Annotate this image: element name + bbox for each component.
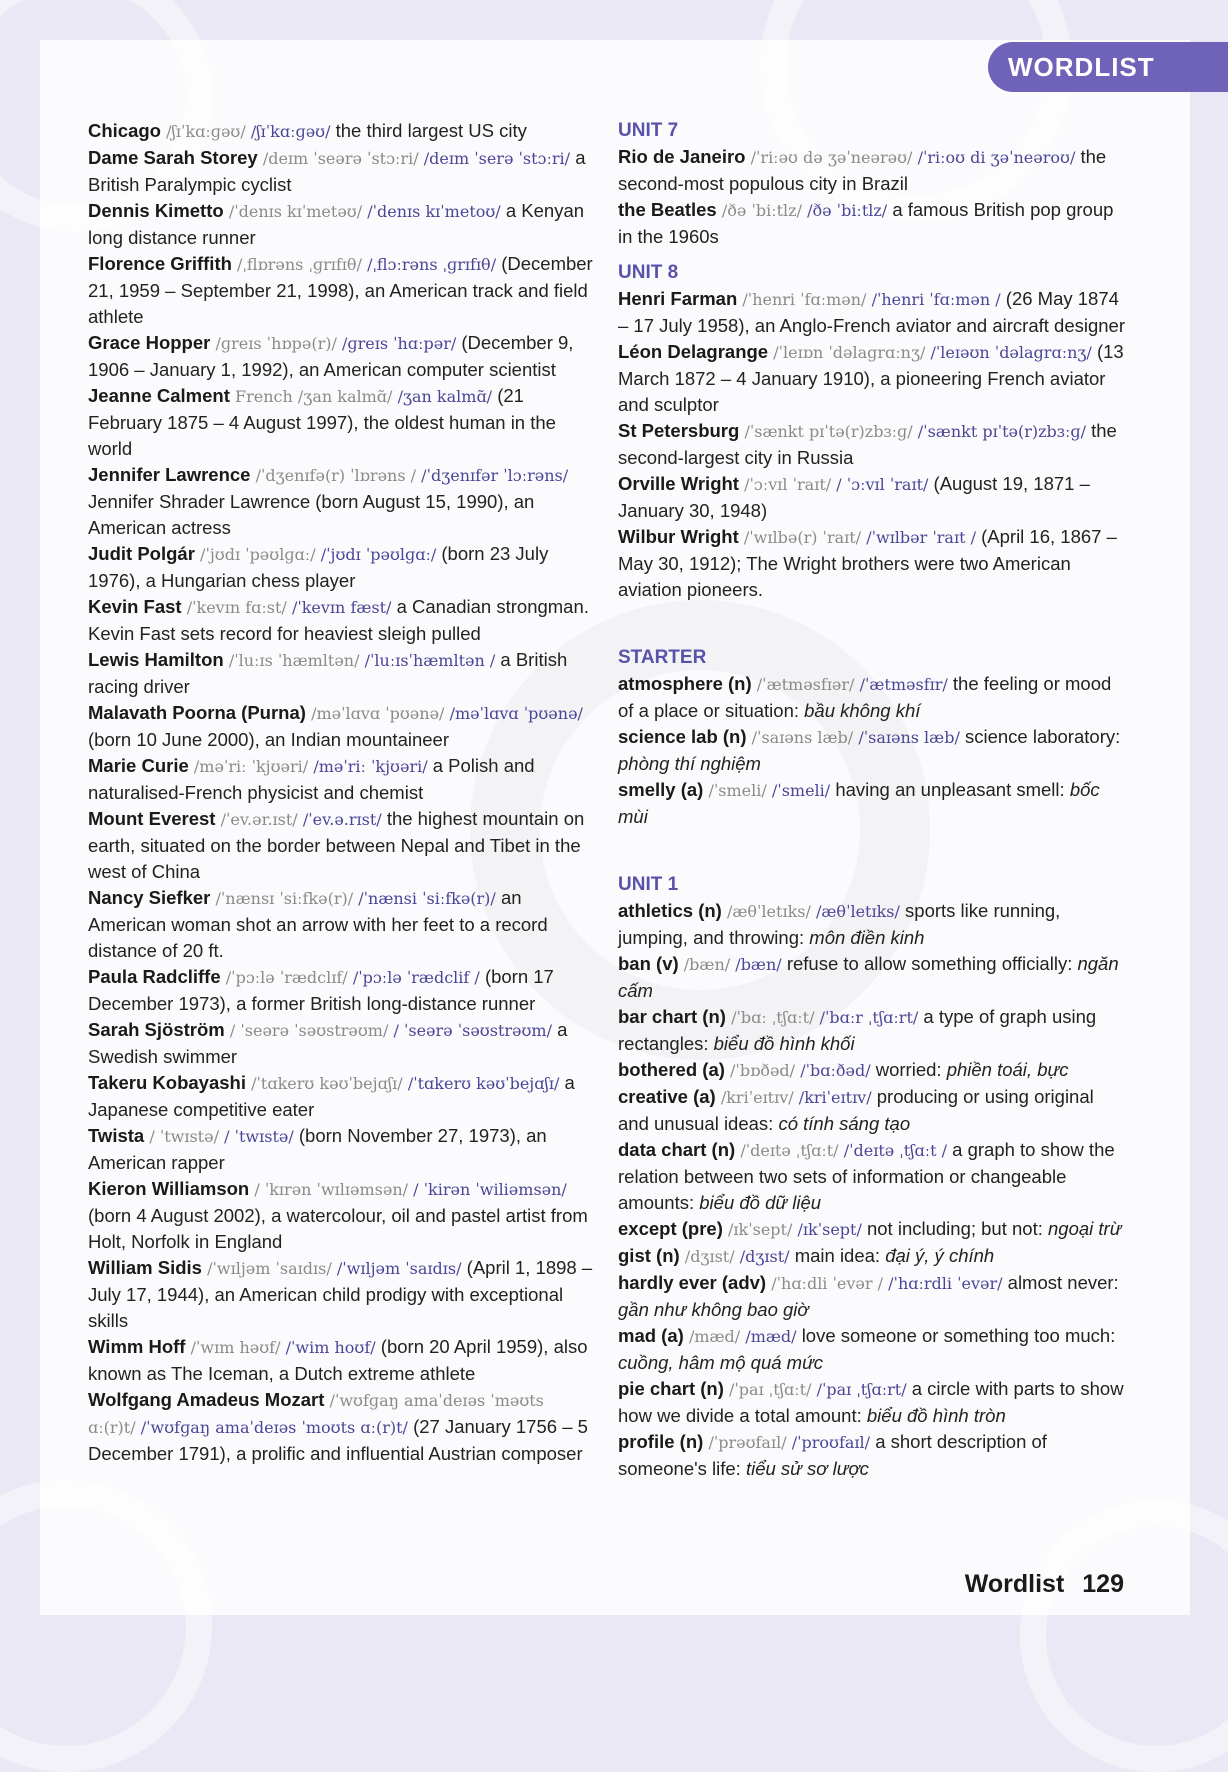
wordlist-entry [618, 1057, 1128, 1084]
entry-word: creative (a) [618, 1086, 716, 1107]
wordlist-entry [88, 330, 593, 383]
entry-word: Kieron Williamson [88, 1178, 250, 1199]
entry-word: Dame Sarah Storey [88, 147, 258, 168]
entry-pron-uk: /ˈdʒenɪfə(r) ˈlɒrəns / [255, 466, 417, 485]
entry-word: Orville Wright [618, 473, 739, 494]
entry-definition: a type of graph using rectangles: [618, 1006, 1097, 1054]
entry-word: bar chart (n) [618, 1006, 726, 1027]
entry-pron-us: /ɡreɪs ˈhɑːpər/ [341, 334, 457, 353]
entry-translation: có tính sáng tạo [778, 1113, 911, 1134]
entry-pron-us: /ˈdenɪs kɪˈmetoʊ/ [367, 202, 501, 221]
entry-pron-us: /ˈpɔːlə ˈrædclif / [352, 968, 480, 987]
entry-pron-us: /ˌflɔːrəns ˌɡrɪfɪθ/ [367, 255, 497, 274]
entry-pron-uk: /ˈwʊfɡaŋ amaˈdeɪəs ˈməʊts ɑː(r)t/ [88, 1391, 544, 1437]
left-column [88, 118, 593, 1467]
entry-definition: a British Paralympic cyclist [88, 147, 586, 195]
entry-pron-uk: /ˈsænkt pɪˈtə(r)zbɜːɡ/ [744, 422, 913, 441]
entry-definition: (27 January 1756 – 5 December 1791), a prolific and influential Austrian composer [88, 1416, 588, 1464]
entry-pron-uk: /ˈwɪm həʊf/ [190, 1338, 281, 1357]
entry-pron-us: /ˈhɑːrdli ˈevər/ [888, 1274, 1003, 1293]
entry-word: Grace Hopper [88, 332, 211, 353]
entry-pron-us: /ˈsmeli/ [771, 781, 831, 800]
entry-word: hardly ever (adv) [618, 1272, 767, 1293]
entry-pron-uk: /ˈleɪɒn ˈdəlagrɑːnʒ/ [773, 343, 926, 362]
entry-definition: a British racing driver [88, 649, 568, 697]
entry-pron-uk: / ˈkɪrən ˈwɪlɪəmsən/ [254, 1180, 409, 1199]
entry-pron-uk: /ˈsaɪəns læb/ [751, 728, 854, 747]
entry-word: Jeanne Calment [88, 385, 230, 406]
entry-word: profile (n) [618, 1431, 704, 1452]
entry-pron-uk: / ˈtwɪstə/ [149, 1127, 219, 1146]
wordlist-entry [88, 1387, 593, 1467]
entry-pron-us: /dʒɪst/ [739, 1247, 790, 1266]
entry-pron-uk: /ˈwɪlbə(r) ˈraɪt/ [743, 528, 862, 547]
entry-definition: a short description of someone's life: [618, 1431, 1047, 1479]
entry-word: Lewis Hamilton [88, 649, 224, 670]
wordlist-entry [88, 647, 593, 700]
entry-pron-uk: /kriˈeɪtɪv/ [720, 1088, 794, 1107]
entry-pron-uk: French /ʒan kalmɑ̃/ [235, 387, 393, 406]
page-number: 129 [1082, 1570, 1124, 1598]
wordlist-entry [618, 1243, 1128, 1270]
entry-definition: a circle with parts to show how we divide a total amount: [618, 1378, 1124, 1426]
entry-word: Sarah Sjöström [88, 1019, 225, 1040]
entry-definition: (born 17 December 1973), a former British long-distance runner [88, 966, 554, 1014]
wordlist-entry [618, 1323, 1128, 1376]
entry-word: Henri Farman [618, 288, 738, 309]
section-spacer [618, 830, 1128, 872]
entry-word: Paula Radcliffe [88, 966, 221, 987]
entry-pron-us: / ˈɔːvɪl ˈraɪt/ [836, 475, 929, 494]
entry-pron-us: /ˈbɑːr ˌtʃɑːrt/ [819, 1008, 919, 1027]
entry-definition: the feeling or mood of a place or situation: [618, 673, 1112, 721]
right-column [618, 118, 1128, 1482]
entry-definition: (born 23 July 1976), a Hungarian chess player [88, 543, 549, 591]
entry-definition: main idea: [794, 1245, 881, 1266]
wordlist-entry [618, 418, 1128, 471]
entry-definition: (August 19, 1871 – January 30, 1948) [618, 473, 1090, 521]
entry-pron-uk: /ˈev.ər.ɪst/ [220, 810, 298, 829]
wordlist-entry [88, 806, 593, 885]
entry-pron-uk: /ˈriːəʊ də ʒəˈneərəʊ/ [750, 148, 913, 167]
entry-definition: the third largest US city [335, 120, 527, 141]
entry-word: gist (n) [618, 1245, 680, 1266]
entry-word: except (pre) [618, 1218, 723, 1239]
wordlist-entry [618, 286, 1128, 339]
entry-definition: (born 20 April 1959), also known as The Iceman, a Dutch extreme athlete [88, 1336, 588, 1384]
entry-word: Kevin Fast [88, 596, 182, 617]
entry-pron-us: /mæd/ [745, 1327, 797, 1346]
wordlist-entry [88, 964, 593, 1017]
entry-pron-uk: /ˌflɒrəns ˌɡrɪfɪθ/ [237, 255, 362, 274]
entry-word: Malavath Poorna (Purna) [88, 702, 306, 723]
entry-pron-us: /bæn/ [735, 955, 782, 974]
entry-word: William Sidis [88, 1257, 202, 1278]
wordlist-entry [88, 1017, 593, 1070]
entry-pron-us: /ʒan kalmɑ̃/ [397, 387, 493, 406]
entry-definition: (April 1, 1898 – July 17, 1944), an American child prodigy with exceptional skills [88, 1257, 593, 1331]
entry-definition: (13 March 1872 – 4 January 1910), a pioneering French aviator and sculptor [618, 341, 1124, 415]
entry-definition: refuse to allow something officially: [786, 953, 1073, 974]
wordlist-entry [618, 951, 1128, 1004]
entry-definition: the second-most populous city in Brazil [618, 146, 1107, 194]
entry-definition: (born 4 August 2002), a watercolour, oil and pastel artist from Holt, Norfolk in England [88, 1205, 588, 1252]
entry-pron-uk: /ˈhenri ˈfɑːmən/ [742, 290, 867, 309]
entry-pron-uk: /məˈriː ˈkjʊəri/ [193, 757, 309, 776]
entry-pron-us: /ˈwʊfɡaŋ amaˈdeɪəs ˈmoʊts ɑː(r)t/ [140, 1418, 408, 1437]
entry-word: Chicago [88, 120, 161, 141]
entry-pron-us: /ˈhenri ˈfɑːmən / [871, 290, 1001, 309]
wordlist-entry [618, 724, 1128, 777]
entry-pron-us: /ˈdeɪtə ˌtʃɑːt / [843, 1141, 948, 1160]
entry-pron-us: /ˈsænkt pɪˈtə(r)zbɜːɡ/ [917, 422, 1086, 441]
wordlist-entry [88, 251, 593, 330]
entry-translation: đại ý, ý chính [885, 1245, 995, 1266]
entry-pron-uk: /ðə ˈbiːtlz/ [721, 201, 802, 220]
entry-definition: Jennifer Shrader Lawrence (born August 15, 1990), an American actress [88, 491, 535, 538]
entry-definition: having an unpleasant smell: [835, 779, 1065, 800]
entry-translation: phiền toái, bực [946, 1059, 1069, 1080]
wordlist-entry [88, 118, 593, 145]
entry-pron-uk: /ɡreɪs ˈhɒpə(r)/ [215, 334, 337, 353]
entry-pron-uk: /ˈdeɪtə ˌtʃɑːt/ [740, 1141, 839, 1160]
entry-pron-us: /ˈpaɪ ˌtʃɑːrt/ [816, 1380, 907, 1399]
entry-definition: almost never: [1007, 1272, 1119, 1293]
entry-definition: a Polish and naturalised-French physicist and chemist [88, 755, 535, 803]
entry-pron-uk: /ˈwɪljəm ˈsaɪdɪs/ [207, 1259, 332, 1278]
entry-pron-us: /ˈkevɪn fæst/ [291, 598, 392, 617]
entry-definition: a Kenyan long distance runner [88, 200, 585, 248]
wordlist-entry [618, 1004, 1128, 1057]
entry-word: St Petersburg [618, 420, 740, 441]
wordlist-entry [88, 594, 593, 647]
entry-pron-us: /ˈwɪlbər ˈraɪt / [866, 528, 976, 547]
wordlist-entry [618, 524, 1128, 603]
section-spacer [618, 250, 1128, 260]
entry-word: science lab (n) [618, 726, 747, 747]
wordlist-entry [618, 471, 1128, 524]
entry-pron-us: /ˈnænsi ˈsiːfkə(r)/ [358, 889, 496, 908]
entry-pron-us: /ˈleɪəʊn ˈdəlagrɑːnʒ/ [930, 343, 1092, 362]
entry-definition: a Swedish swimmer [88, 1019, 568, 1067]
wordlist-entry [88, 700, 593, 753]
entry-pron-us: /məˈriː ˈkjʊəri/ [313, 757, 428, 776]
entry-pron-us: /ˈwɪljəm ˈsaɪdɪs/ [336, 1259, 462, 1278]
entry-pron-uk: /ˈdenɪs kɪˈmetəʊ/ [228, 202, 363, 221]
entry-word: smelly (a) [618, 779, 704, 800]
entry-word: bothered (a) [618, 1059, 725, 1080]
entry-definition: love someone or something too much: [801, 1325, 1116, 1346]
entry-pron-uk: /ˈætməsfɪər/ [756, 675, 855, 694]
unit-heading: UNIT 8 [618, 262, 679, 283]
unit-heading: UNIT 1 [618, 874, 679, 895]
entry-definition: a famous British pop group in the 1960s [618, 199, 1114, 247]
wordlist-entry [88, 383, 593, 462]
entry-word: pie chart (n) [618, 1378, 724, 1399]
page-footer [965, 1570, 1124, 1599]
wordlist-entry [88, 1334, 593, 1387]
wordlist-entry [618, 1270, 1128, 1323]
entry-word: Takeru Kobayashi [88, 1072, 246, 1093]
entry-word: Rio de Janeiro [618, 146, 746, 167]
entry-translation: ngoại trừ [1048, 1218, 1122, 1239]
wordlist-entry [618, 1216, 1128, 1243]
entry-pron-us: /ʃɪˈkɑːɡəʊ/ [250, 122, 331, 141]
wordlist-entry [618, 898, 1128, 951]
entry-word: mad (a) [618, 1325, 684, 1346]
entry-definition: (December 21, 1959 – September 21, 1998), an American track and field athlete [88, 253, 593, 327]
entry-pron-us: /ˈev.ə.rɪst/ [302, 810, 382, 829]
entry-pron-uk: /ˈpaɪ ˌtʃɑːt/ [729, 1380, 812, 1399]
entry-pron-us: /məˈlɑvɑ ˈpʊənə/ [449, 704, 583, 723]
entry-pron-us: /ɪkˈsept/ [797, 1220, 862, 1239]
entry-translation: biểu đồ hình khối [713, 1033, 855, 1054]
entry-translation: tiểu sử sơ lược [745, 1458, 869, 1479]
entry-pron-us: /ˈætməsfɪr/ [859, 675, 948, 694]
entry-definition: a graph to show the relation between two sets of information or changeable amounts: [618, 1139, 1115, 1213]
entry-pron-uk: / ˈseərə ˈsəʊstrəʊm/ [229, 1021, 389, 1040]
entry-pron-us: /ˈwim hoʊf/ [285, 1338, 376, 1357]
entry-pron-uk: /ˈjʊdɪ ˈpəʊlɡɑː/ [200, 545, 316, 564]
wordlist-entry [618, 1376, 1128, 1429]
entry-pron-uk: /deɪm ˈseərə ˈstɔːri/ [262, 149, 419, 168]
entry-pron-us: /ˈluːɪsˈhæmltən / [364, 651, 496, 670]
wordlist-tab: WORDLIST [988, 42, 1228, 92]
entry-word: athletics (n) [618, 900, 722, 921]
entry-pron-uk: /ˈhɑːdli ˈevər / [771, 1274, 884, 1293]
entry-pron-us: /æθˈletɪks/ [816, 902, 900, 921]
entry-pron-uk: /dʒɪst/ [684, 1247, 735, 1266]
entry-pron-uk: /bæn/ [683, 955, 731, 974]
entry-pron-uk: /ˈprəʊfaɪl/ [708, 1433, 787, 1452]
entry-word: the Beatles [618, 199, 717, 220]
entry-definition: the highest mountain on earth, situated on the border between Nepal and Tibet in the west of China [88, 808, 585, 882]
entry-word: Dennis Kimetto [88, 200, 224, 221]
entry-pron-us: /ˈdʒenɪfər ˈlɔːrəns/ [421, 466, 569, 485]
entry-pron-us: /ˈriːoʊ di ʒəˈneəroʊ/ [917, 148, 1076, 167]
wordlist-entry [618, 1137, 1128, 1216]
section-spacer [618, 603, 1128, 645]
entry-pron-us: /kriˈeɪtɪv/ [798, 1088, 872, 1107]
entry-translation: môn điền kinh [809, 927, 925, 948]
entry-pron-us: /ˈjʊdɪ ˈpəʊlɡɑː/ [320, 545, 437, 564]
entry-pron-us: /deɪm ˈserə ˈstɔːri/ [423, 149, 571, 168]
entry-definition: (born 10 June 2000), an Indian mountaineer [88, 729, 450, 750]
entry-pron-uk: /məˈlɑvɑ ˈpʊənə/ [311, 704, 445, 723]
wordlist-entry [618, 777, 1128, 830]
entry-definition: worried: [875, 1059, 942, 1080]
entry-definition: (April 16, 1867 – May 30, 1912); The Wright brothers were two American aviation pioneers. [618, 526, 1117, 600]
wordlist-entry [88, 1255, 593, 1334]
entry-word: Léon Delagrange [618, 341, 769, 362]
entry-word: Marie Curie [88, 755, 189, 776]
entry-definition: a Japanese competitive eater [88, 1072, 575, 1120]
entry-word: data chart (n) [618, 1139, 736, 1160]
entry-definition: (21 February 1875 – 4 August 1997), the oldest human in the world [88, 385, 556, 459]
entry-word: Florence Griffith [88, 253, 232, 274]
entry-word: Wolfgang Amadeus Mozart [88, 1389, 325, 1410]
entry-pron-uk: /ˈtɑkerʊ kəʊˈbejɑʃɪ/ [251, 1074, 403, 1093]
wordlist-entry [88, 462, 593, 541]
wordlist-entry [88, 1123, 593, 1176]
wordlist-entry [618, 1084, 1128, 1137]
entry-definition: not including; but not: [866, 1218, 1043, 1239]
wordlist-entry [88, 1176, 593, 1255]
wordlist-entry [618, 1429, 1128, 1482]
entry-word: atmosphere (n) [618, 673, 752, 694]
entry-word: Twista [88, 1125, 145, 1146]
entry-definition: (26 May 1874 – 17 July 1958), an Anglo-French aviator and aircraft designer [618, 288, 1125, 336]
unit-heading: UNIT 7 [618, 120, 679, 141]
wordlist-entry [88, 1070, 593, 1123]
footer-label: Wordlist [964, 1570, 1065, 1598]
entry-translation: phòng thí nghiệm [618, 753, 761, 774]
entry-pron-us: /ˈtɑkerʊ kəʊˈbejɑʃɪ/ [407, 1074, 560, 1093]
entry-translation: biểu đồ dữ liệu [699, 1192, 822, 1213]
entry-definition: (December 9, 1906 – January 1, 1992), an American computer scientist [88, 332, 574, 380]
entry-word: Wilbur Wright [618, 526, 739, 547]
entry-pron-uk: /ɪkˈsept/ [728, 1220, 793, 1239]
entry-definition: (born November 27, 1973), an American rapper [88, 1125, 547, 1173]
entry-translation: biểu đồ hình tròn [866, 1405, 1006, 1426]
entry-pron-uk: /ˈpɔːlə ˈrædclɪf/ [225, 968, 348, 987]
entry-word: Jennifer Lawrence [88, 464, 251, 485]
entry-pron-uk: /mæd/ [688, 1327, 741, 1346]
wordlist-entry [88, 753, 593, 806]
entry-translation: bầu không khí [804, 700, 921, 721]
entry-pron-uk: /ˈsmeli/ [708, 781, 767, 800]
entry-pron-uk: /ˈbɑː ˌtʃɑːt/ [731, 1008, 815, 1027]
entry-pron-us: /ˈbɑːðəd/ [800, 1061, 871, 1080]
entry-pron-us: / ˈkirən ˈwiliəmsən/ [413, 1180, 567, 1199]
entry-pron-us: / ˈtwɪstə/ [224, 1127, 294, 1146]
entry-word: ban (v) [618, 953, 679, 974]
wordlist-entry [618, 144, 1128, 197]
entry-word: Judit Polgár [88, 543, 195, 564]
entry-translation: bốc mùi [618, 779, 1100, 827]
wordlist-entry [618, 671, 1128, 724]
entry-word: Mount Everest [88, 808, 216, 829]
entry-pron-us: /ˈproʊfaɪl/ [791, 1433, 871, 1452]
entry-pron-uk: /ˈluːɪs ˈhæmltən/ [228, 651, 360, 670]
wordlist-entry [88, 198, 593, 251]
unit-heading: STARTER [618, 647, 707, 668]
entry-pron-uk: /æθˈletɪks/ [726, 902, 811, 921]
entry-definition: the second-largest city in Russia [618, 420, 1117, 468]
wordlist-entry [88, 145, 593, 198]
entry-definition: producing or using original and unusual ideas: [618, 1086, 1094, 1134]
wordlist-entry [88, 541, 593, 594]
entry-pron-uk: /ʃɪˈkɑːɡəʊ/ [166, 122, 246, 141]
wordlist-entry [618, 339, 1128, 418]
wordlist-entry [618, 197, 1128, 250]
entry-pron-us: /ˈsaɪəns læb/ [858, 728, 960, 747]
entry-definition: sports like running, jumping, and throwing: [618, 900, 1061, 948]
entry-word: Wimm Hoff [88, 1336, 186, 1357]
entry-pron-us: / ˈseərə ˈsəʊstrəʊm/ [393, 1021, 552, 1040]
entry-pron-uk: /ˈnænsɪ ˈsiːfkə(r)/ [215, 889, 354, 908]
entry-pron-uk: /ˈɔːvɪl ˈraɪt/ [744, 475, 832, 494]
entry-word: Nancy Siefker [88, 887, 211, 908]
wordlist-entry [88, 885, 593, 964]
entry-translation: ngăn cấm [618, 953, 1119, 1001]
entry-pron-uk: /ˈbɒðəd/ [730, 1061, 796, 1080]
entry-definition: a Canadian strongman. Kevin Fast sets record for heaviest sleigh pulled [88, 596, 589, 644]
entry-pron-uk: /ˈkevɪn fɑːst/ [186, 598, 287, 617]
entry-translation: gần như không bao giờ [618, 1299, 809, 1320]
entry-translation: cuồng, hâm mộ quá mức [618, 1352, 824, 1373]
entry-pron-us: /ðə ˈbiːtlz/ [807, 201, 888, 220]
entry-definition: science laboratory: [964, 726, 1121, 747]
entry-definition: an American woman shot an arrow with her feet to a record distance of 20 ft. [88, 887, 548, 961]
